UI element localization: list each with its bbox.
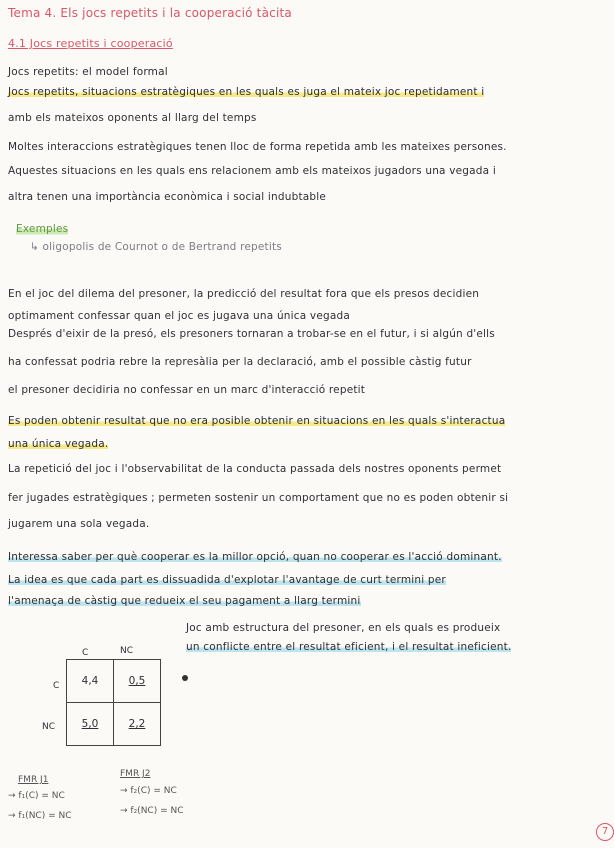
page-title: Tema 4. Els jocs repetits i la cooperació tàcita: [8, 6, 292, 20]
payoff-matrix: [66, 659, 161, 746]
prisoner-line: En el joc del dilema del presoner, la predicció del resultat fora que els presos decidien: [8, 288, 480, 300]
prisoner-line: el presoner decidiria no confessar en un marc d'interacció repetit: [8, 384, 366, 396]
prisoner-line: La repetició del joc i l'observabilitat de la conducta passada dels nostres oponents permet: [8, 463, 502, 475]
section-heading: Jocs repetits: el model formal: [8, 66, 168, 78]
example-item: ↳ oligopolis de Cournot o de Bertrand repetits: [30, 241, 282, 253]
interest-line: l'amenaça de càstig que redueix el seu pagament a llarg termini: [8, 595, 361, 607]
intro-line: altra tenen una importància econòmica i social indubtable: [8, 191, 327, 203]
bullet-dot: [182, 675, 188, 681]
fmr-j2-line: → f₂(C) = NC: [120, 786, 177, 796]
intro-line: Moltes interaccions estratègiques tenen lloc de forma repetida amb les mateixes persones.: [8, 141, 507, 153]
payoff-note-line: Joc amb estructura del presoner, en els quals es produeix: [186, 622, 501, 634]
prisoner-line: Després d'eixir de la presó, els presoners tornaran a trobar-se en el futur, i si algún d'ells: [8, 328, 495, 340]
intro-line: Aquestes situacions en les quals ens relacionem amb els mateixos jugadors una vegada i: [8, 165, 496, 177]
prisoner-line: optimament confessar quan el joc es jugava una única vegada: [8, 310, 350, 322]
matrix-row: [67, 703, 161, 746]
matrix-row: [67, 660, 161, 703]
matrix-cell: 2,2: [114, 703, 161, 746]
section-subtitle: 4.1 Jocs repetits i cooperació: [8, 37, 173, 50]
page-number: 7: [596, 823, 614, 841]
fmr-j1-line: → f₁(C) = NC: [8, 791, 65, 801]
fmr-j1-label: FMR J1: [18, 775, 49, 785]
matrix-cell: 0,5: [114, 660, 161, 703]
matrix-col-label: NC: [120, 646, 134, 656]
matrix-cell: 5,0: [67, 703, 114, 746]
fmr-j2-label: FMR J2: [120, 769, 151, 779]
interest-line: Interessa saber per què cooperar es la millor opció, quan no cooperar es l'acció dominant.: [8, 551, 502, 563]
prisoner-line: jugarem una sola vegada.: [8, 518, 150, 530]
payoff-note-line: un conflicte entre el resultat eficient, i el resultat ineficient.: [186, 641, 512, 653]
matrix-col-label: C: [82, 648, 89, 658]
intro-line: amb els mateixos oponents al llarg del temps: [8, 112, 257, 124]
fmr-j1-line: → f₁(NC) = NC: [8, 811, 72, 821]
prisoner-line: fer jugades estratègiques ; permeten sostenir un comportament que no es poden obtenir si: [8, 492, 509, 504]
matrix-cell: 4,4: [67, 660, 114, 703]
interest-line: La idea es que cada part es dissuadida d'explotar l'avantage de curt termini per: [8, 574, 446, 586]
fmr-j2-line: → f₂(NC) = NC: [120, 806, 184, 816]
prisoner-line: una única vegada.: [8, 438, 109, 450]
matrix-row-label: NC: [42, 722, 56, 732]
matrix-row-label: C: [53, 681, 60, 691]
intro-line: Jocs repetits, situacions estratègiques en les quals es juga el mateix joc repetidament i: [8, 86, 485, 98]
examples-label: Exemples: [16, 223, 69, 235]
prisoner-line: Es poden obtenir resultat que no era posible obtenir en situacions en les quals s'interactua: [8, 415, 506, 427]
prisoner-line: ha confessat podria rebre la represàlia per la declaració, amb el possible càstig futur: [8, 356, 472, 368]
